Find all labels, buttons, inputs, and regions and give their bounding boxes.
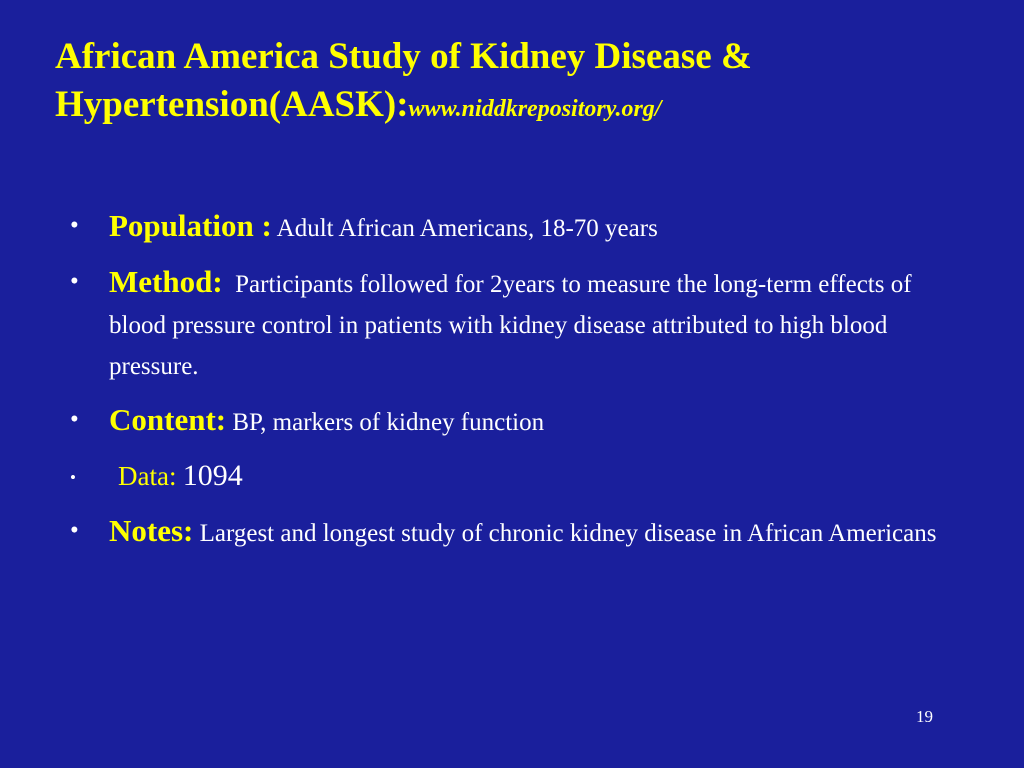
- title-url: www.niddkrepository.org/: [408, 96, 662, 122]
- bullet-item-population: [70, 205, 950, 249]
- bullet-dot-icon: •: [70, 517, 79, 544]
- bullet-text: BP, markers of kidney function: [232, 409, 545, 436]
- bullet-text: Participants followed for 2years to measure the long-term effects of blood pressure control in patients with kidney disease attributed to high blood pressure.: [109, 271, 912, 380]
- bullet-label: Content:: [109, 402, 227, 437]
- page-number: 19: [916, 707, 933, 726]
- bullet-text: 1094: [182, 459, 243, 492]
- bullet-item-notes: [70, 510, 950, 554]
- bullet-label: Population :: [109, 208, 272, 243]
- bullet-text: Adult African Americans, 18-70 years: [276, 215, 658, 242]
- bullet-label: Data:: [118, 461, 177, 491]
- title-main: African America Study of Kidney Disease & Hypertension(AASK):: [55, 36, 752, 125]
- bullet-item-data: [70, 455, 950, 498]
- bullet-list: [70, 205, 950, 566]
- bullet-dot-icon: •: [70, 212, 79, 239]
- slide-title: [55, 33, 995, 133]
- bullet-dot-icon: •: [70, 468, 76, 487]
- bullet-dot-icon: •: [70, 268, 79, 295]
- bullet-item-content: [70, 399, 950, 443]
- bullet-label: Notes:: [109, 513, 194, 548]
- bullet-text: Largest and longest study of chronic kidney disease in African Americans: [199, 520, 937, 547]
- bullet-item-method: [70, 261, 950, 387]
- bullet-dot-icon: •: [70, 406, 79, 433]
- bullet-label: Method:: [109, 264, 223, 299]
